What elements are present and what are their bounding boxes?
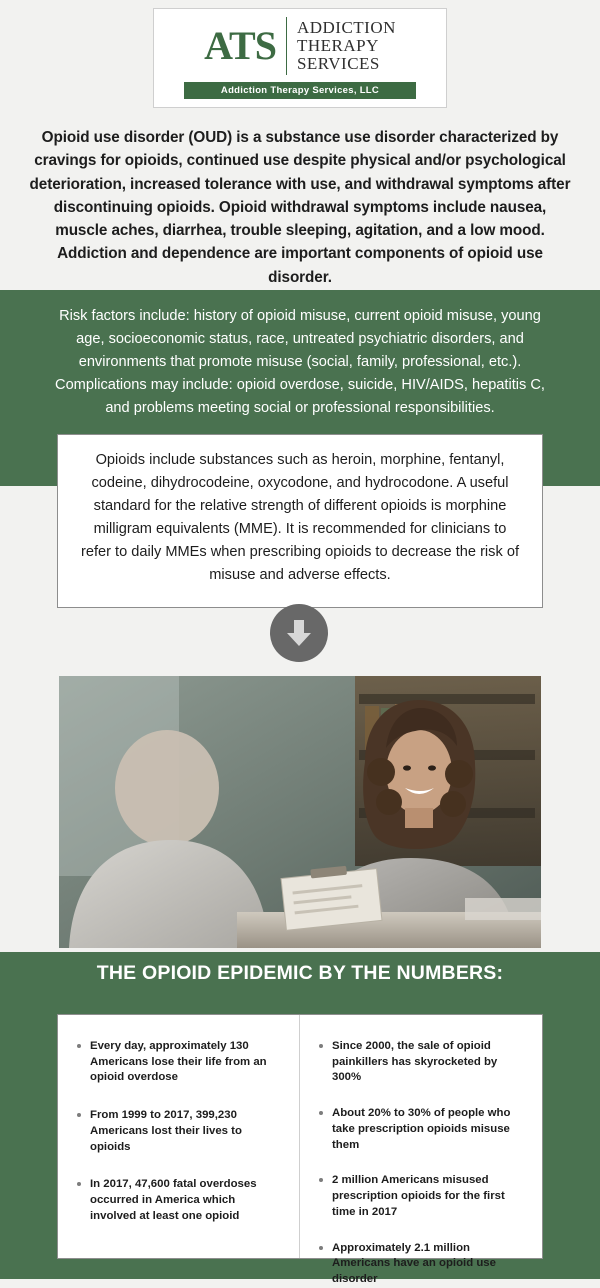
logo-line-1: ADDICTION xyxy=(296,18,396,38)
opioids-card-text: Opioids include substances such as heroin, morphine, fentanyl, codeine, dihydrocodeine, oxycodone, and hydrocodone. A useful standard for the relative strength of different opioids is morphine milligram equivalents (MME). It is recommended for clinicians to refer to daily MMEs when prescribing opioids to decrease the risk of misuse and adverse effects. xyxy=(80,452,519,584)
logo-line-2: THERAPY xyxy=(296,36,379,56)
list-item: Since 2000, the sale of opioid painkillers has skyrocketed by 300% xyxy=(318,1039,524,1086)
list-item: Every day, approximately 130 Americans lose their life from an opioid overdose xyxy=(76,1039,281,1086)
logo-wordmark xyxy=(297,19,396,73)
stats-column-left xyxy=(58,1015,300,1258)
down-arrow-icon xyxy=(270,604,328,662)
logo-monogram: ATS xyxy=(204,23,276,68)
counseling-photo xyxy=(59,676,541,948)
stats-card xyxy=(57,1014,543,1286)
logo-divider xyxy=(286,17,287,75)
logo-row xyxy=(154,9,446,75)
opioids-card xyxy=(57,434,543,608)
list-item: 2 million Americans misused prescription opioids for the first time in 2017 xyxy=(318,1173,524,1220)
stats-title: THE OPIOID EPIDEMIC BY THE NUMBERS: xyxy=(96,962,504,984)
list-item: Approximately 2.1 million Americans have an opioid use disorder xyxy=(318,1241,524,1288)
intro-paragraph: Opioid use disorder (OUD) is a substance use disorder characterized by cravings for opioids, continued use despite physical and/or psychological deterioration, increased tolerance with use, and withdrawal symptoms after discontinuing opioids. Opioid withdrawal symptoms include nausea, muscle aches, diarrhea, trouble sleeping, agitation, and a low mood. Addiction and dependence are important components of opioid use disorder. xyxy=(29,129,571,286)
list-item: In 2017, 47,600 fatal overdoses occurred in America which involved at least one opioid xyxy=(76,1177,281,1224)
list-item: From 1999 to 2017, 399,230 Americans lost their lives to opioids xyxy=(76,1108,281,1155)
logo-block xyxy=(153,8,447,108)
risk-factors-text: Risk factors include: history of opioid misuse, current opioid misuse, young age, socioeconomic status, race, untreated psychiatric disorders, and environments that promote misuse (social, family, professional, etc.). Complications may include: opioid overdose, suicide, HIV/AIDS, hepatitis C, and problems meeting social or professional responsibilities. xyxy=(55,308,545,417)
logo-line-3: SERVICES xyxy=(296,53,380,73)
logo-tagline-bar: Addiction Therapy Services, LLC xyxy=(184,82,416,99)
stats-column-right xyxy=(300,1015,542,1286)
list-item: About 20% to 30% of people who take prescription opioids misuse them xyxy=(318,1106,524,1153)
